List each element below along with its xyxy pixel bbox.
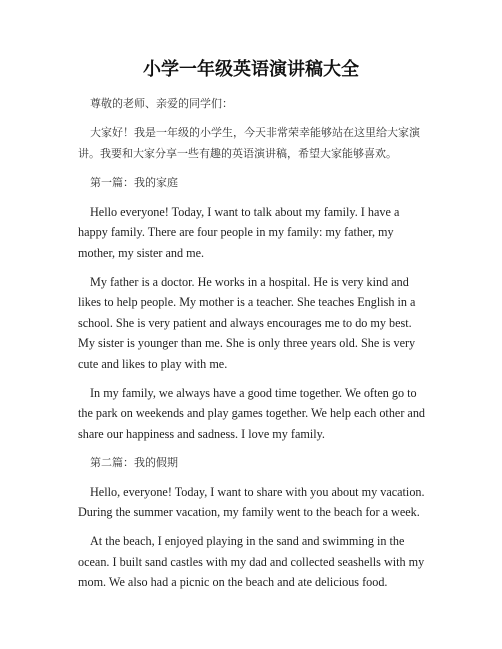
family-paragraph-1: Hello everyone! Today, I want to talk about my family. I have a happy family. There are four people in my family: my father, my mother, my sister and me. (78, 204, 400, 260)
family-paragraph-2: My father is a doctor. He works in a hospital. He is very kind and likes to help people. My mother is a teacher. She teaches English in a school. She is very patient and always encourages me to do my best. My sister is younger than me. She is only three years old. She is very cute and likes to play with me. (78, 274, 416, 371)
greeting-paragraph: 尊敬的老师、亲爱的同学们： (90, 97, 233, 110)
vacation-paragraph-2: At the beach, I enjoyed playing in the sand and swimming in the ocean. I built sand castles with my dad and collected seashells with my mom. We also had a picnic on the beach and ate delicious food. (78, 534, 425, 589)
section-heading-vacation: 第二篇：我的假期 (90, 455, 178, 469)
section-heading-family: 第一篇：我的家庭 (90, 175, 178, 189)
intro-paragraph: 大家好！我是一年级的小学生，今天非常荣幸能够站在这里给大家演讲。我要和大家分享一些有趣的英语演讲稿，希望大家能够喜欢。 (78, 126, 420, 160)
page-title: 小学一年级英语演讲稿大全 (143, 59, 359, 80)
family-paragraph-3: In my family, we always have a good time together. We often go to the park on weekends and play games together. We help each other and share our happiness and sadness. I love my family. (78, 385, 426, 441)
document-body (78, 94, 430, 601)
vacation-paragraph-1: Hello, everyone! Today, I want to share with you about my vacation. During the summer vacation, my family went to the beach for a week. (78, 484, 425, 519)
